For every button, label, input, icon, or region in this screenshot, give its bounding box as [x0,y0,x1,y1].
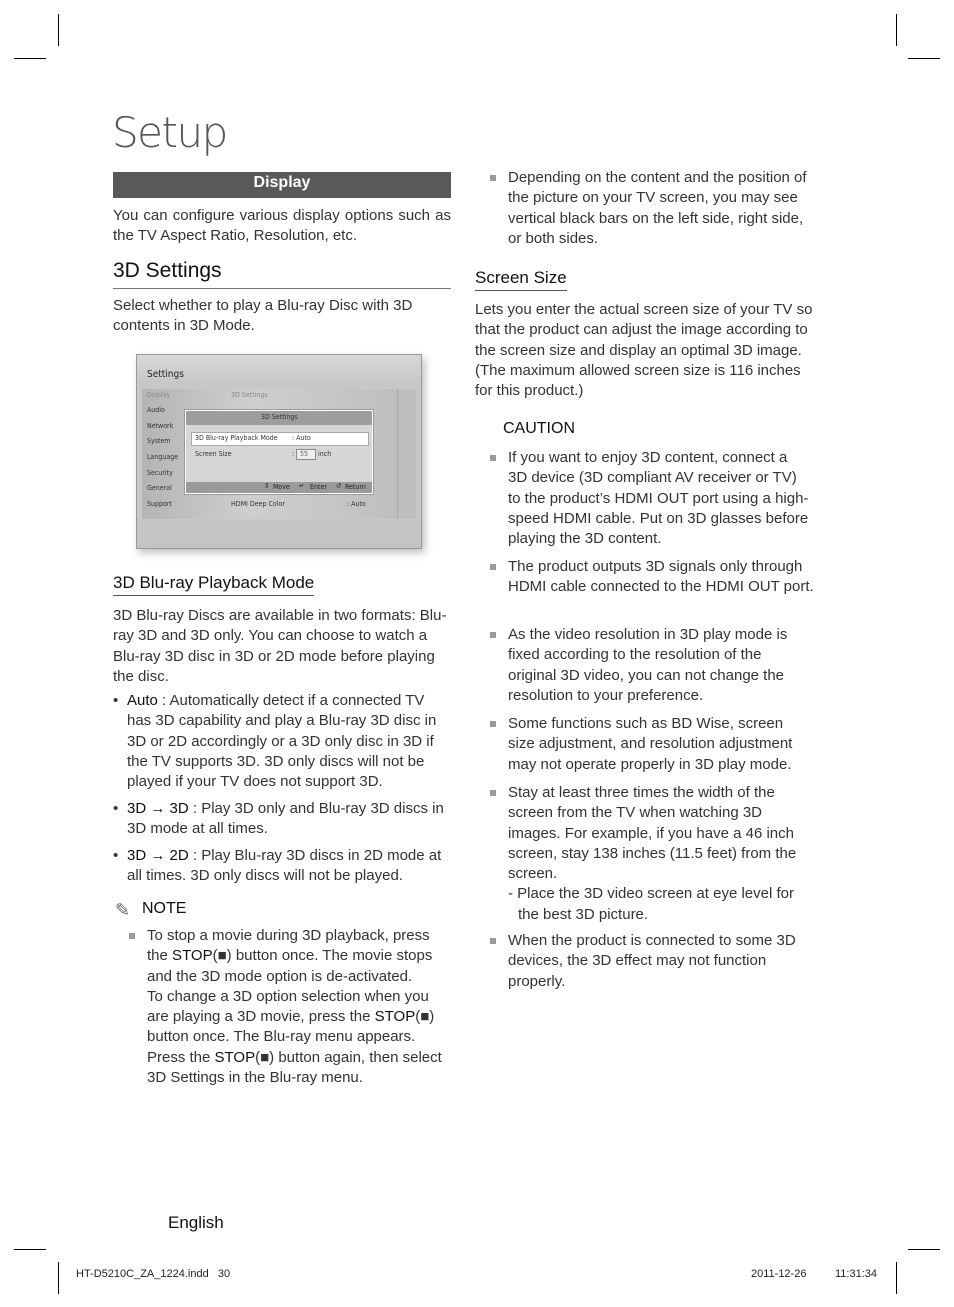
crop-mark [58,1262,59,1294]
3d-2d-text: : Play Blu-ray 3D discs in 2D mode at all times. 3D only discs will not be played. [127,847,442,885]
caution-6: When the product is connected to some 3D devices, the 3D effect may not function properly. [508,932,796,990]
square-bullet [490,938,496,944]
osd-enter: Enter [310,483,327,491]
3d-2d-term: 3D → 2D [127,847,189,864]
square-bullet [490,564,496,570]
square-bullet [490,455,496,461]
screen-size-text: Lets you enter the actual screen size of your TV so that the product can adjust the image according to the screen size and display an optimal 3D image. (The maximum allowed screen size is 116 inches for this product.) [475,301,813,400]
option-auto [113,691,451,792]
note-p1a: To stop a movie during 3D playback, press the [147,927,430,965]
option-3d-3d [113,799,451,840]
note-label: NOTE [142,900,187,917]
stop-term: STOP [172,947,213,965]
osd-hdmi-label: HDMI Deep Color [231,500,285,508]
pencil-icon: ✎ [115,900,131,920]
osd-row-screen-value: 55 [300,450,309,458]
square-bullet [129,933,135,939]
print-file: HT-D5210C_ZA_1224.indd 30 [76,1268,231,1280]
osd-divider [397,389,398,519]
osd-menu-general: General [147,484,172,492]
playback-intro: 3D Blu-ray Discs are available in two formats: Blu-ray 3D and 3D only. You can choose to watch a Blu-ray 3D disc in 3D or 2D mode before playing the disc. [113,607,447,685]
stop-term: STOP [214,1048,256,1066]
caution-label: CAUTION [503,420,575,437]
osd-col-title: 3D Settings [231,391,268,399]
page-title: Setup [112,108,227,157]
osd-menu-network: Network [147,422,174,430]
osd-hdmi-value: : Auto [347,500,366,508]
crop-mark [908,58,940,59]
bullet-dot: • [113,692,119,709]
caution-5 [508,783,808,925]
crop-mark [896,1262,897,1294]
stop-symbol: (■) [212,947,232,965]
heading-3d-settings: 3D Settings [113,259,222,282]
osd-row-playback-value: : Auto [292,434,311,442]
square-bullet [490,175,496,181]
auto-term: Auto [127,692,158,709]
osd-popup [185,410,373,494]
note-p2b: button once. The Blu-ray menu appears. Press the [147,1028,416,1066]
section-bar-display: Display [113,172,451,198]
return-icon: ↺ [336,482,342,490]
osd-move: Move [273,483,290,491]
osd-row-playback-label: 3D Blu-ray Playback Mode [195,434,278,442]
osd-menu-system: System [147,437,171,445]
settings-screenshot [136,354,422,549]
heading-rule [113,288,451,289]
osd-row-screen-unit: inch [318,450,332,458]
caution-5-sub: - Place the 3D video screen at eye level for the best 3D picture. [508,885,794,923]
updown-icon: ⇕ [264,482,270,490]
enter-icon: ↵ [299,482,305,490]
osd-menu-support: Support [147,500,172,508]
stop-symbol: (■) [415,1008,435,1026]
caution-3: As the video resolution in 3D play mode is fixed according to the resolution of the original 3D video, you can not change the resolution to your preference. [508,626,788,704]
auto-text: : Automatically detect if a connected TV has 3D capability and play a Blu-ray 3D disc in 3D or 2D accordingly or a 3D only disc in 3D if the TV supports 3D. 3D only discs will not be played if your TV does not support 3D. [127,692,437,791]
stop-term: STOP [374,1008,416,1026]
bullet-black-bars: Depending on the content and the position of the picture on your TV screen, you may see vertical black bars on the left side, right side, or both sides. [508,169,807,247]
crop-mark [14,1249,46,1250]
square-bullet [490,632,496,638]
heading-screen-size: Screen Size [475,268,567,291]
osd-header: Settings [147,369,184,380]
note-p2c: button again, then select 3D Settings in the Blu-ray menu. [147,1048,442,1087]
heading-playback-mode: 3D Blu-ray Playback Mode [113,573,314,596]
osd-row-screen-colon: : [292,450,295,458]
note-p2a: To change a 3D option selection when you are playing a 3D movie, press the [147,987,429,1026]
square-bullet [490,790,496,796]
osd-menu-display: Display [147,391,171,399]
crop-mark [58,14,59,46]
osd-bottom-band [137,521,421,548]
bullet-dot: • [113,847,119,864]
osd-popup-title: 3D Settings [261,413,298,421]
bullet-dot: • [113,800,119,817]
caution-1: If you want to enjoy 3D content, connect a 3D device (3D compliant AV receiver or TV) to the product’s HDMI OUT port using a high-speed HDMI cable. Put on 3D glasses before playing the 3D content. [508,449,809,548]
caution-2: The product outputs 3D signals only through HDMI cable connected to the HDMI OUT port. [508,558,814,596]
3d-settings-intro: Select whether to play a Blu-ray Disc with 3D contents in 3D Mode. [113,297,413,335]
caution-5-text: Stay at least three times the width of the screen from the TV when watching 3D images. For example, if you have a 46 inch screen, stay 138 inches (11.5 feet) from the screen. [508,784,797,883]
print-date: 2011-12-26 [751,1268,807,1280]
print-time: 11:31:34 [835,1268,878,1280]
osd-menu-audio: Audio [147,406,165,414]
display-intro: You can configure various display options such as the TV Aspect Ratio, Resolution, etc. [113,207,451,245]
footer-language: English [168,1213,224,1232]
crop-mark [14,58,46,59]
osd-menu-language: Language [147,453,179,461]
osd-return: Return [345,483,366,491]
3d-3d-term: 3D → 3D [127,800,189,817]
osd-menu-security: Security [147,469,173,477]
crop-mark [908,1249,940,1250]
option-3d-2d [113,846,451,887]
caution-4: Some functions such as BD Wise, screen size adjustment, and resolution adjustment may not operate properly in 3D play mode. [508,715,793,773]
crop-mark [896,14,897,46]
3d-3d-text: : Play 3D only and Blu-ray 3D discs in 3D mode at all times. [127,800,444,838]
osd-row-screen-label: Screen Size [195,450,232,458]
note-p1b: button once. The movie stops and the 3D mode option is de-activated. [147,947,433,985]
note-text [147,926,453,1088]
square-bullet [490,721,496,727]
stop-symbol: (■) [255,1048,275,1066]
